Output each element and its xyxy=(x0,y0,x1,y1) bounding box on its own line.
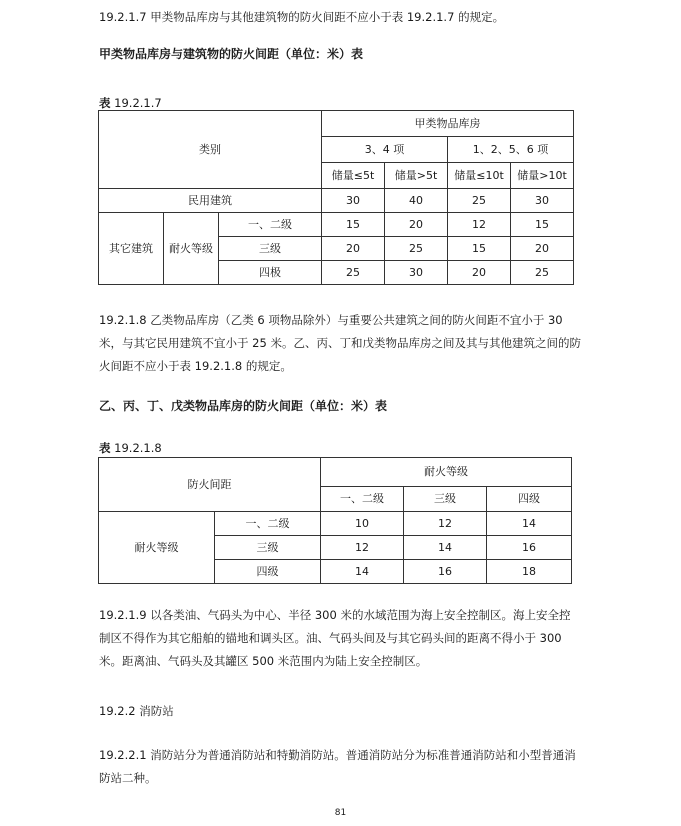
table-cell: 25 xyxy=(448,189,511,213)
table-cell: 25 xyxy=(385,237,448,261)
table-cell: 15 xyxy=(322,213,385,237)
fire-rating-group-header: 耐火等级 xyxy=(321,458,572,487)
table-cell: 14 xyxy=(404,536,487,560)
clause-19-2-1-7: 19.2.1.7 甲类物品库房与其他建筑物的防火间距不应小于表 19.2.1.7 的规定。 xyxy=(99,10,505,24)
table-cell: 12 xyxy=(448,213,511,237)
col-header: 储量≤5t xyxy=(322,163,385,189)
row-label: 四极 xyxy=(219,261,322,285)
table2-caption-prefix: 表 xyxy=(99,441,111,455)
table-cell: 40 xyxy=(385,189,448,213)
civil-building-label: 民用建筑 xyxy=(99,189,322,213)
col-header: 三级 xyxy=(404,487,487,512)
table2-caption xyxy=(99,440,162,456)
table-cell: 20 xyxy=(511,237,574,261)
col-header: 四级 xyxy=(487,487,572,512)
warehouse-group-header: 甲类物品库房 xyxy=(322,111,574,137)
table-19-2-1-8 xyxy=(98,457,572,584)
table2-title: 乙、丙、丁、戊类物品库房的防火间距（单位：米）表 xyxy=(99,399,388,413)
col-header: 储量>5t xyxy=(385,163,448,189)
clause-19-2-1-9: 19.2.1.9 以各类油、气码头为中心、半径 300 米的水域范围为海上安全控制区。海上安全控制区不得作为其它船舶的锚地和调头区。油、气码头间及与其它码头间的距离不得小于 300 米。距离油、气码头及其罐区 500 米范围内为陆上安全控制区。 xyxy=(99,608,571,668)
table-cell: 30 xyxy=(385,261,448,285)
fire-distance-header: 防火间距 xyxy=(99,458,321,512)
table-cell: 15 xyxy=(511,213,574,237)
row-label: 一、二级 xyxy=(219,213,322,237)
table-cell: 12 xyxy=(404,512,487,536)
table-cell: 30 xyxy=(511,189,574,213)
other-building-label: 其它建筑 xyxy=(99,213,164,285)
col-header: 储量>10t xyxy=(511,163,574,189)
table-cell: 14 xyxy=(487,512,572,536)
table-cell: 30 xyxy=(322,189,385,213)
row-label: 四级 xyxy=(215,560,321,584)
row-label: 三级 xyxy=(219,237,322,261)
clause-19-2-1-8: 19.2.1.8 乙类物品库房（乙类 6 项物品除外）与重要公共建筑之间的防火间距不宜小于 30 米，与其它民用建筑不宜小于 25 米。乙、丙、丁和戊类物品库房之间及其与其他建筑之间的防火间距不应小于表 19.2.1.8 的规定。 xyxy=(99,313,581,373)
table-cell: 14 xyxy=(321,560,404,584)
table1-caption-prefix: 表 xyxy=(99,96,111,110)
table-cell: 16 xyxy=(404,560,487,584)
table-cell: 10 xyxy=(321,512,404,536)
items-3-4-header: 3、4 项 xyxy=(322,137,448,163)
col-header: 储量≤10t xyxy=(448,163,511,189)
table-cell: 15 xyxy=(448,237,511,261)
table-cell: 20 xyxy=(322,237,385,261)
table2-caption-number: 19.2.1.8 xyxy=(114,441,162,455)
table1-title: 甲类物品库房与建筑物的防火间距（单位：米）表 xyxy=(99,47,364,61)
table-cell: 25 xyxy=(322,261,385,285)
fire-rating-side-label: 耐火等级 xyxy=(99,512,215,584)
table1-caption xyxy=(99,95,162,111)
table-cell: 12 xyxy=(321,536,404,560)
category-header: 类别 xyxy=(99,111,322,189)
page-number: 81 xyxy=(334,808,347,818)
row-label: 一、二级 xyxy=(215,512,321,536)
table1-caption-number: 19.2.1.7 xyxy=(114,96,162,110)
fire-rating-label: 耐火等级 xyxy=(164,213,219,285)
table-19-2-1-7 xyxy=(98,110,574,285)
row-label: 三级 xyxy=(215,536,321,560)
table-cell: 16 xyxy=(487,536,572,560)
table-cell: 20 xyxy=(385,213,448,237)
items-1-2-5-6-header: 1、2、5、6 项 xyxy=(448,137,574,163)
table-cell: 18 xyxy=(487,560,572,584)
table-cell: 25 xyxy=(511,261,574,285)
table-cell: 20 xyxy=(448,261,511,285)
clause-19-2-2-1: 19.2.2.1 消防站分为普通消防站和特勤消防站。普通消防站分为标准普通消防站和小型普通消防站二种。 xyxy=(99,748,576,785)
col-header: 一、二级 xyxy=(321,487,404,512)
section-19-2-2: 19.2.2 消防站 xyxy=(99,704,174,718)
